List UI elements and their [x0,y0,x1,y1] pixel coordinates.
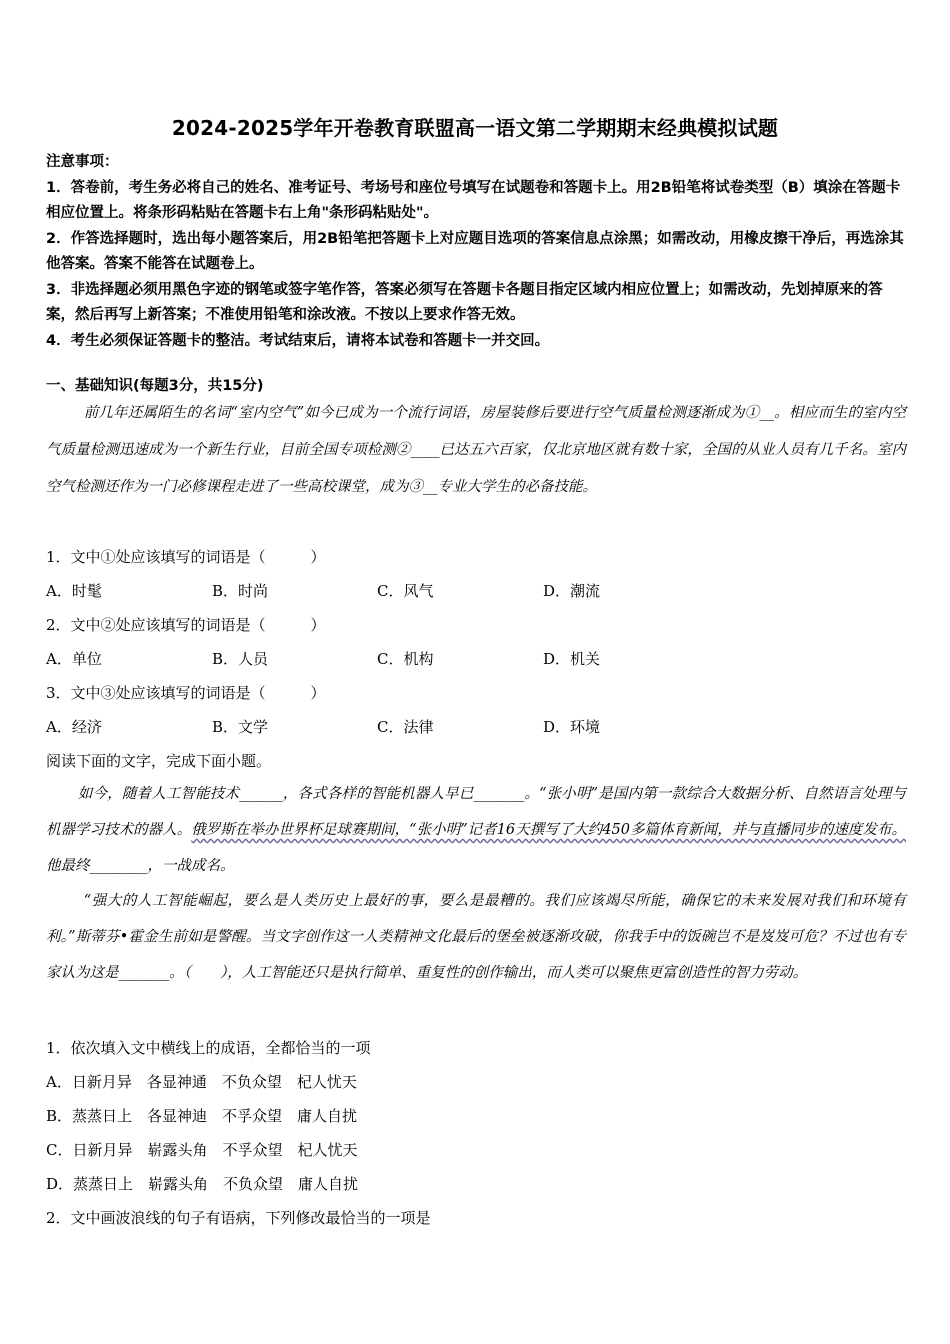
option-c[interactable]: C．法律 [377,718,434,736]
option-c[interactable]: C．风气 [377,582,434,600]
option-a[interactable]: A．经济 [46,718,102,736]
wavy-underlined-sentence: 俄罗斯在举办世界杯足球赛期间，“张小明”记者16天撰写了大约450多篇体育新闻，并与直播同步的速度发布。 [191,822,907,838]
question-stem: 3．文中③处应该填写的词语是（ ） [46,684,326,702]
note-item: 4．考生必须保证答题卡的整洁。考试结束后，请将本试卷和答题卡一并交回。 [46,332,550,349]
note-item: 1．答卷前，考生务必将自己的姓名、准考证号、考场号和座位号填写在试题卷和答题卡上。用2B铅笔将试卷类型（B）填涂在答题卡相应位置上。将条形码粘贴在答题卡右上角"条形码粘贴处"。 [46,179,901,221]
options-row [46,716,746,738]
section-heading: 一、基础知识(每题3分，共15分) [46,378,264,394]
option-a[interactable]: A．日新月异 各显神通 不负众望 杞人忧天 [46,1073,357,1091]
option-a[interactable]: A．时髦 [46,582,102,600]
passage-2-part: 他最终________，一战成名。 [46,858,235,874]
reading-instruction: 阅读下面的文字，完成下面小题。 [46,752,272,770]
option-b[interactable]: B．人员 [212,650,269,668]
note-item: 2．作答选择题时，选出每小题答案后，用2B铅笔把答题卡上对应题目选项的答案信息点涂黑；如需改动，用橡皮擦干净后，再选涂其他答案。答案不能答在试题卷上。 [46,230,904,272]
option-b[interactable]: B．文学 [212,718,269,736]
passage-3: “强大的人工智能崛起，要么是人类历史上最好的事，要么是最糟的。我们应该竭尽所能，确保它的未来发展对我们和环境有利。”斯蒂芬•霍金生前如是警醒。当文字创作这一人类精神文化最后的堡垒被逐渐攻破，你我手中的饭碗岂不是岌岌可危？不过也有专家认为这是_______。（ ），人工智能还只是执行简单、重复性的创作输出，而人类可以聚焦更富创造性的智力劳动。 [46,893,906,981]
options-row [46,648,746,670]
notes-block [46,150,906,354]
question-stem: 1．依次填入文中横线上的成语，全都恰当的一项 [46,1039,371,1057]
question-stem: 2．文中②处应该填写的词语是（ ） [46,616,326,634]
option-a[interactable]: A．单位 [46,650,102,668]
question-stem: 1．文中①处应该填写的词语是（ ） [46,548,326,566]
passage-1: 前几年还属陌生的名词“室内空气”如今已成为一个流行词语，房屋装修后要进行空气质量检测逐渐成为①__。相应而生的室内空气质量检测迅速成为一个新生行业，目前全国专项检测②____已达五六百家，仅北京地区就有数十家，全国的从业人员有几千名。室内空气检测还作为一门必修课程走进了一些高校课堂，成为③__专业大学生的必备技能。 [46,405,906,495]
option-d[interactable]: D．机关 [543,650,601,668]
option-d[interactable]: D．潮流 [543,582,601,600]
option-d[interactable]: D．蒸蒸日上 崭露头角 不负众望 庸人自扰 [46,1175,359,1193]
options-row [46,580,746,602]
option-c[interactable]: C．机构 [377,650,434,668]
option-d[interactable]: D．环境 [543,718,601,736]
passage-2-part: 如今，随着人工智能技术______，各式各样的智能机器人早已_______。“张小明”是国内第一款综合大数据分析、自然语言处理与机器学习技术的器人。 [46,786,906,838]
notes-heading: 注意事项： [46,154,119,170]
note-item: 3．非选择题必须用黑色字迹的钢笔或签字笔作答，答案必须写在答题卡各题目指定区域内相应位置上；如需改动，先划掉原来的答案，然后再写上新答案；不准使用铅笔和涂改液。不按以上要求作答无效。 [46,281,883,323]
option-b[interactable]: B．蒸蒸日上 各显神迪 不孚众望 庸人自扰 [46,1107,358,1125]
passage-2 [46,776,906,884]
question-stem: 2．文中画波浪线的句子有语病，下列修改最恰当的一项是 [46,1209,431,1227]
option-c[interactable]: C．日新月异 崭露头角 不孚众望 杞人忧天 [46,1141,358,1159]
option-b[interactable]: B．时尚 [212,582,269,600]
page-title: 2024-2025学年开卷教育联盟高一语文第二学期期末经典模拟试题 [171,116,779,140]
